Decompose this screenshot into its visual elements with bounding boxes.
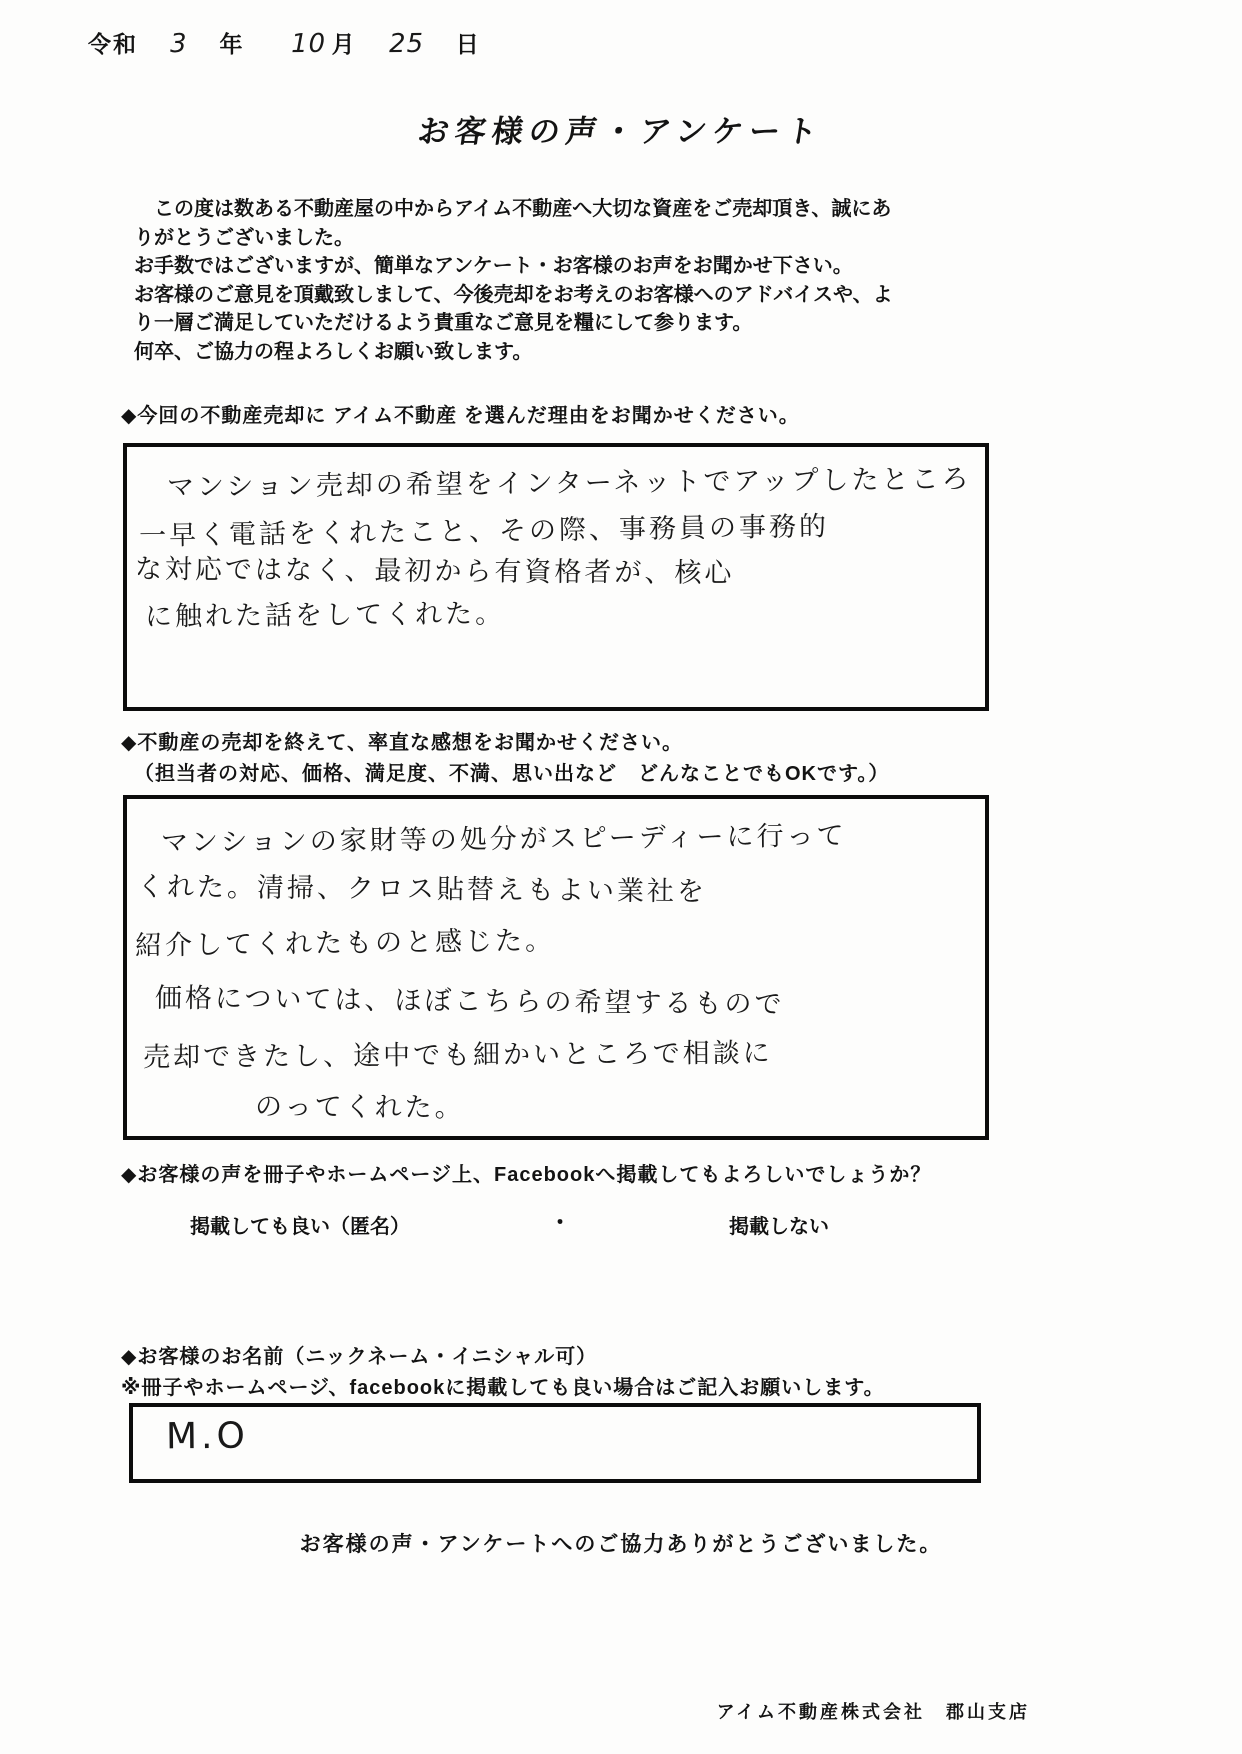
customer-name-box bbox=[129, 1403, 981, 1483]
question2-answer-box bbox=[123, 795, 989, 1140]
question2-answer-line: 売却できたし、途中でも細かいところで相談に bbox=[142, 1037, 773, 1074]
question1-label: ◆今回の不動産売却に アイム不動産 を選んだ理由をお聞かせください。 bbox=[121, 405, 800, 427]
intro-line: 何卒、ご協力の程よろしくお願い致します。 bbox=[134, 340, 533, 363]
question2-label: ◆不動産の売却を終えて、率直な感想をお聞かせください。 bbox=[121, 732, 683, 754]
question2-answer-line: マンションの家財等の処分がスピーディーに行って bbox=[160, 820, 847, 859]
date-day-label: 日 bbox=[455, 31, 481, 57]
option-separator-dot: ・ bbox=[549, 1210, 572, 1235]
question2-sublabel: （担当者の対応、価格、満足度、不満、思い出など どんなことでもOKです。） bbox=[134, 763, 890, 785]
question1-answer-line: マンション売却の希望をインターネットでアップしたところ bbox=[166, 463, 972, 504]
intro-line: お手数ではございますが、簡単なアンケート・お客様のお声をお聞かせ下さい。 bbox=[134, 255, 853, 277]
question2-answer-line: のってくれた。 bbox=[254, 1091, 465, 1124]
question2-answer-line: 価格については、ほぼこちらの希望するもので bbox=[154, 982, 785, 1021]
company-footer: アイム不動産株式会社 郡山支店 bbox=[716, 1702, 1030, 1722]
date-era-label: 令和 bbox=[88, 31, 138, 57]
closing-message: お客様の声・アンケートへのご協力ありがとうございました。 bbox=[299, 1533, 943, 1556]
question1-answer-line: に触れた話をしてくれた。 bbox=[144, 598, 506, 633]
intro-line: りがとうございました。 bbox=[134, 226, 354, 249]
publish-deny-option: 掲載しない bbox=[729, 1216, 829, 1238]
date-year-label: 年 bbox=[219, 31, 245, 57]
intro-line: り一層ご満足していただけるよう貴重なご意見を糧にして参ります。 bbox=[134, 312, 753, 334]
publish-allow-option: 掲載しても良い（匿名） bbox=[190, 1216, 410, 1238]
intro-paragraph bbox=[134, 195, 994, 366]
date-month-handwritten: 10 bbox=[290, 28, 326, 60]
date-line bbox=[88, 26, 487, 59]
question1-answer-line: 一早く電話をくれたこと、その際、事務員の事務的 bbox=[138, 511, 830, 552]
date-day-handwritten: 25 bbox=[388, 28, 424, 60]
intro-line: お客様のご意見を頂戴致しまして、今後売却をお考えのお客様へのアドバイスや、よ bbox=[134, 283, 893, 306]
question1-answer-line: な対応ではなく、最初から有資格者が、核心 bbox=[134, 553, 735, 590]
date-month-label: 月 bbox=[331, 31, 357, 57]
question4-note: ※冊子やホームページ、facebookに掲載しても良い場合はご記入お願いします。 bbox=[121, 1377, 885, 1399]
intro-line: この度は数ある不動産屋の中からアイム不動産へ大切な資産をご売却頂き、誠にあ bbox=[134, 198, 892, 220]
question2-answer-line: くれた。清掃、クロス貼替えもよい業社を bbox=[136, 871, 708, 908]
question4-label: ◆お客様のお名前（ニックネーム・イニシャル可） bbox=[121, 1346, 598, 1368]
question2-answer-line: 紹介してくれたものと感じた。 bbox=[134, 925, 556, 962]
question3-label: ◆お客様の声を冊子やホームページ上、Facebookへ掲載してもよろしいでしょうか？ bbox=[121, 1164, 932, 1186]
question1-answer-box bbox=[123, 443, 989, 711]
date-year-handwritten: 3 bbox=[169, 28, 188, 60]
customer-name-handwritten: M.O bbox=[165, 1415, 250, 1458]
page-title: お客様の声・アンケート bbox=[415, 114, 826, 149]
